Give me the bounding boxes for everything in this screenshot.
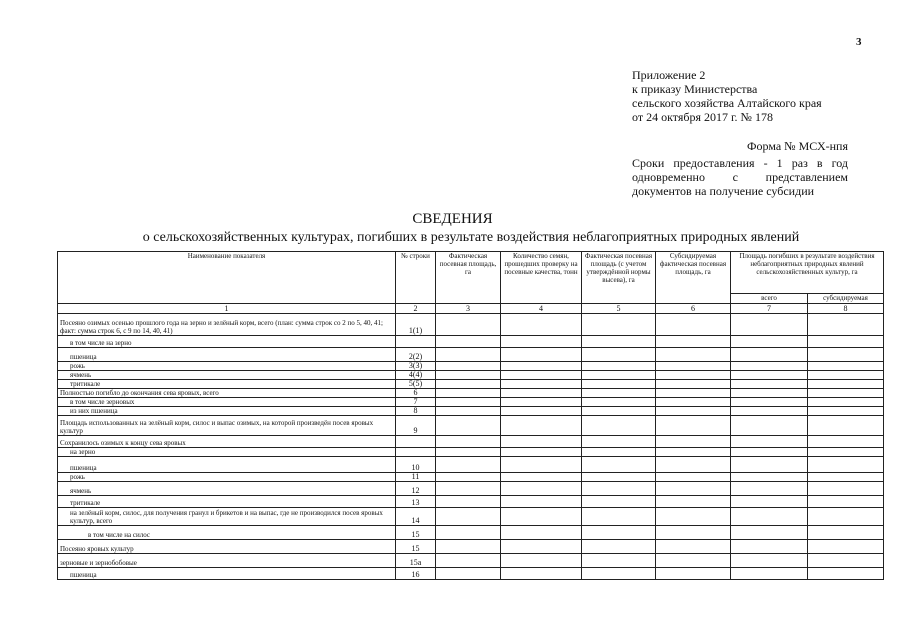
cell-seed-quantity[interactable] (501, 314, 582, 336)
cell-seed-quantity[interactable] (501, 389, 582, 398)
row-code: 9 (396, 416, 436, 436)
indicator-name: пшеница (58, 568, 396, 580)
table-row (58, 496, 884, 508)
cell-actual-area-norm[interactable] (582, 336, 656, 348)
cell-lost-subsidized[interactable] (808, 348, 884, 362)
table-row (58, 526, 884, 540)
cell-seed-quantity[interactable] (501, 496, 582, 508)
cell-lost-subsidized[interactable] (808, 526, 884, 540)
cell-seed-quantity[interactable] (501, 526, 582, 540)
cell-lost-total[interactable] (731, 348, 808, 362)
indicator-name: тритикале (58, 380, 396, 389)
cell-seed-quantity[interactable] (501, 336, 582, 348)
cell-lost-subsidized[interactable] (808, 508, 884, 526)
cell-actual-area-norm[interactable] (582, 380, 656, 389)
appendix-block (632, 68, 822, 124)
cell-actual-area[interactable] (436, 336, 501, 348)
row-code: 14 (396, 508, 436, 526)
cell-actual-area[interactable] (436, 389, 501, 398)
table-row (58, 482, 884, 496)
cell-actual-area[interactable] (436, 348, 501, 362)
table-row (58, 568, 884, 580)
cell-actual-area[interactable] (436, 554, 501, 568)
cell-seed-quantity[interactable] (501, 568, 582, 580)
cell-lost-total[interactable] (731, 389, 808, 398)
cell-subsidized-area[interactable] (656, 526, 731, 540)
cell-actual-area[interactable] (436, 457, 501, 473)
table-row (58, 336, 884, 348)
indicator-name: Посеяно озимых осенью прошлого года на зерно и зелёный корм, всего (план: сумма строк со 2 по 5, 40, 41; факт: сумма строк 6, с 9 по 14, 40, 41) (58, 314, 396, 336)
row-code: 16 (396, 568, 436, 580)
cell-subsidized-area[interactable] (656, 362, 731, 371)
cell-subsidized-area[interactable] (656, 407, 731, 416)
cell-seed-quantity[interactable] (501, 407, 582, 416)
cell-lost-subsidized[interactable] (808, 482, 884, 496)
cell-actual-area[interactable] (436, 568, 501, 580)
column-number-row (58, 304, 884, 314)
header-lost-subsidized: субсидируемая (808, 294, 884, 304)
cell-lost-subsidized[interactable] (808, 568, 884, 580)
table-row (58, 371, 884, 380)
cell-lost-total[interactable] (731, 362, 808, 371)
cell-subsidized-area[interactable] (656, 389, 731, 398)
indicator-name: пшеница (58, 457, 396, 473)
cell-subsidized-area[interactable] (656, 473, 731, 482)
table-row (58, 448, 884, 457)
table-row (58, 398, 884, 407)
table-row (58, 362, 884, 371)
row-code: 4(4) (396, 371, 436, 380)
cell-subsidized-area[interactable] (656, 568, 731, 580)
indicator-name: ячмень (58, 371, 396, 380)
cell-lost-total[interactable] (731, 416, 808, 436)
cell-subsidized-area[interactable] (656, 482, 731, 496)
column-number: 8 (808, 304, 884, 314)
cell-seed-quantity[interactable] (501, 348, 582, 362)
column-number: 4 (501, 304, 582, 314)
cell-subsidized-area[interactable] (656, 371, 731, 380)
cell-subsidized-area[interactable] (656, 436, 731, 448)
cell-actual-area-norm[interactable] (582, 436, 656, 448)
column-number: 6 (656, 304, 731, 314)
table-row (58, 416, 884, 436)
cell-subsidized-area[interactable] (656, 398, 731, 407)
cell-subsidized-area[interactable] (656, 314, 731, 336)
header-lost-total: всего (731, 294, 808, 304)
cell-lost-total[interactable] (731, 398, 808, 407)
column-number: 3 (436, 304, 501, 314)
cell-lost-subsidized[interactable] (808, 314, 884, 336)
cell-lost-total[interactable] (731, 496, 808, 508)
cell-seed-quantity[interactable] (501, 457, 582, 473)
row-code: 12 (396, 482, 436, 496)
cell-actual-area[interactable] (436, 407, 501, 416)
row-code (396, 448, 436, 457)
indicator-name: зерновые и зернобобовые (58, 554, 396, 568)
cell-actual-area[interactable] (436, 314, 501, 336)
cell-lost-total[interactable] (731, 380, 808, 389)
cell-subsidized-area[interactable] (656, 336, 731, 348)
cell-actual-area-norm[interactable] (582, 554, 656, 568)
cell-actual-area-norm[interactable] (582, 526, 656, 540)
indicator-name: на зерно (58, 448, 396, 457)
cell-lost-total[interactable] (731, 314, 808, 336)
row-code: 5(5) (396, 380, 436, 389)
table-row (58, 389, 884, 398)
cell-lost-subsidized[interactable] (808, 371, 884, 380)
table-row (58, 407, 884, 416)
row-code: 7 (396, 398, 436, 407)
cell-actual-area-norm[interactable] (582, 398, 656, 407)
table-row (58, 508, 884, 526)
table-row (58, 540, 884, 554)
cell-actual-area-norm[interactable] (582, 416, 656, 436)
cell-actual-area-norm[interactable] (582, 568, 656, 580)
document-subtitle: о сельскохозяйственных культурах, погибших в результате воздействия неблагоприятных природных явлений (142, 230, 800, 245)
cell-actual-area-norm[interactable] (582, 407, 656, 416)
table-row (58, 380, 884, 389)
cell-subsidized-area[interactable] (656, 496, 731, 508)
row-code: 1(1) (396, 314, 436, 336)
cell-lost-subsidized[interactable] (808, 389, 884, 398)
cell-lost-total[interactable] (731, 448, 808, 457)
form-block (632, 139, 848, 198)
table-row (58, 554, 884, 568)
cell-actual-area-norm[interactable] (582, 540, 656, 554)
cell-actual-area[interactable] (436, 482, 501, 496)
table-row (58, 348, 884, 362)
indicator-name: пшеница (58, 348, 396, 362)
cell-lost-total[interactable] (731, 336, 808, 348)
submission-deadline: Сроки предоставления - 1 раз в год одновременно с представлением документов на получение субсидии (632, 156, 848, 198)
appendix-line: Приложение 2 (632, 68, 706, 82)
cell-lost-subsidized[interactable] (808, 448, 884, 457)
header-actual-area: Фактическая посевная площадь, га (436, 252, 501, 304)
cell-seed-quantity[interactable] (501, 398, 582, 407)
table-row (58, 473, 884, 482)
cell-lost-subsidized[interactable] (808, 554, 884, 568)
cell-lost-subsidized[interactable] (808, 416, 884, 436)
column-number: 5 (582, 304, 656, 314)
indicator-name: Сохранилось озимых к концу сева яровых (58, 436, 396, 448)
cell-actual-area[interactable] (436, 416, 501, 436)
indicator-name: в том числе на зерно (58, 336, 396, 348)
cell-lost-subsidized[interactable] (808, 362, 884, 371)
cell-actual-area[interactable] (436, 508, 501, 526)
cell-actual-area-norm[interactable] (582, 496, 656, 508)
cell-actual-area[interactable] (436, 398, 501, 407)
cell-subsidized-area[interactable] (656, 416, 731, 436)
cell-actual-area[interactable] (436, 448, 501, 457)
header-indicator-name: Наименование показателя (58, 252, 396, 304)
row-code: 8 (396, 407, 436, 416)
cell-actual-area[interactable] (436, 473, 501, 482)
cell-lost-total[interactable] (731, 473, 808, 482)
header-row-number: № строки (396, 252, 436, 304)
cell-actual-area-norm[interactable] (582, 362, 656, 371)
cell-actual-area[interactable] (436, 526, 501, 540)
cell-seed-quantity[interactable] (501, 482, 582, 496)
cell-subsidized-area[interactable] (656, 380, 731, 389)
cell-actual-area-norm[interactable] (582, 457, 656, 473)
cell-lost-total[interactable] (731, 554, 808, 568)
row-code (396, 336, 436, 348)
cell-lost-subsidized[interactable] (808, 336, 884, 348)
cell-actual-area-norm[interactable] (582, 389, 656, 398)
cell-actual-area-norm[interactable] (582, 371, 656, 380)
cell-seed-quantity[interactable] (501, 362, 582, 371)
row-code: 15 (396, 540, 436, 554)
row-code: 6 (396, 389, 436, 398)
cell-lost-subsidized[interactable] (808, 496, 884, 508)
cell-actual-area[interactable] (436, 371, 501, 380)
form-name: Форма № МСХ-нпя (747, 139, 848, 153)
row-code: 2(2) (396, 348, 436, 362)
cell-lost-subsidized[interactable] (808, 473, 884, 482)
row-code (396, 436, 436, 448)
row-code: 10 (396, 457, 436, 473)
cell-lost-total[interactable] (731, 526, 808, 540)
cell-lost-subsidized[interactable] (808, 398, 884, 407)
cell-actual-area-norm[interactable] (582, 448, 656, 457)
header-seed-quantity: Количество семян, прошедших проверку на посевные качества, тонн (501, 252, 582, 304)
indicator-name: Полностью погибло до окончания сева яровых, всего (58, 389, 396, 398)
indicator-name: на зелёный корм, силос, для получения гранул и брикетов и на выпас, где не производился посев яровых культур, всего (58, 508, 396, 526)
indicator-name: тритикале (58, 496, 396, 508)
cell-lost-subsidized[interactable] (808, 380, 884, 389)
indicator-name: в том числе на силос (58, 526, 396, 540)
cell-lost-subsidized[interactable] (808, 540, 884, 554)
row-code: 3(3) (396, 362, 436, 371)
column-number: 2 (396, 304, 436, 314)
indicator-name: в том числе зерновых (58, 398, 396, 407)
cell-seed-quantity[interactable] (501, 540, 582, 554)
table-row (58, 314, 884, 336)
cell-subsidized-area[interactable] (656, 448, 731, 457)
cell-lost-total[interactable] (731, 457, 808, 473)
cell-seed-quantity[interactable] (501, 380, 582, 389)
table-row (58, 436, 884, 448)
cell-subsidized-area[interactable] (656, 457, 731, 473)
header-lost-area: Площадь погибших в результате воздействия неблагоприятных природных явлений сельскохозяйственных культур, га (731, 252, 884, 294)
cell-actual-area[interactable] (436, 436, 501, 448)
cell-actual-area-norm[interactable] (582, 348, 656, 362)
cell-subsidized-area[interactable] (656, 508, 731, 526)
cell-actual-area[interactable] (436, 496, 501, 508)
appendix-line: к приказу Министерства (632, 82, 758, 96)
row-code: 11 (396, 473, 436, 482)
cell-actual-area-norm[interactable] (582, 473, 656, 482)
cell-lost-subsidized[interactable] (808, 457, 884, 473)
indicator-name: рожь (58, 362, 396, 371)
cell-lost-total[interactable] (731, 568, 808, 580)
cell-lost-total[interactable] (731, 436, 808, 448)
document-title: СВЕДЕНИЯ (412, 211, 493, 227)
cell-lost-total[interactable] (731, 508, 808, 526)
report-body (58, 314, 884, 580)
cell-lost-total[interactable] (731, 482, 808, 496)
report-table (57, 251, 884, 580)
cell-seed-quantity[interactable] (501, 473, 582, 482)
column-number: 1 (58, 304, 396, 314)
cell-actual-area[interactable] (436, 362, 501, 371)
appendix-line: от 24 октября 2017 г. № 178 (632, 110, 774, 124)
cell-lost-total[interactable] (731, 407, 808, 416)
page-number: 3 (856, 36, 862, 48)
cell-subsidized-area[interactable] (656, 554, 731, 568)
cell-seed-quantity[interactable] (501, 371, 582, 380)
cell-lost-subsidized[interactable] (808, 436, 884, 448)
indicator-name: Площадь использованных на зелёный корм, силос и выпас озимых, на которой произведён посев яровых культур (58, 416, 396, 436)
header-actual-area-norm: Фактическая посевная площадь (с учетом утверждённой нормы высева), га (582, 252, 656, 304)
cell-actual-area[interactable] (436, 380, 501, 389)
cell-lost-total[interactable] (731, 540, 808, 554)
cell-seed-quantity[interactable] (501, 416, 582, 436)
indicator-name: рожь (58, 473, 396, 482)
cell-subsidized-area[interactable] (656, 540, 731, 554)
cell-actual-area-norm[interactable] (582, 482, 656, 496)
cell-actual-area[interactable] (436, 540, 501, 554)
cell-seed-quantity[interactable] (501, 554, 582, 568)
cell-seed-quantity[interactable] (501, 436, 582, 448)
column-number: 7 (731, 304, 808, 314)
appendix-line: сельского хозяйства Алтайского края (632, 96, 822, 110)
indicator-name: из них пшеница (58, 407, 396, 416)
indicator-name: ячмень (58, 482, 396, 496)
cell-seed-quantity[interactable] (501, 448, 582, 457)
cell-actual-area-norm[interactable] (582, 314, 656, 336)
cell-lost-subsidized[interactable] (808, 407, 884, 416)
row-code: 15 (396, 526, 436, 540)
table-row (58, 457, 884, 473)
cell-subsidized-area[interactable] (656, 348, 731, 362)
header-subsidized-area: Субсидируемая фактическая посевная площадь, га (656, 252, 731, 304)
cell-lost-total[interactable] (731, 371, 808, 380)
cell-actual-area-norm[interactable] (582, 508, 656, 526)
cell-seed-quantity[interactable] (501, 508, 582, 526)
row-code: 13 (396, 496, 436, 508)
indicator-name: Посеяно яровых культур (58, 540, 396, 554)
row-code: 15а (396, 554, 436, 568)
